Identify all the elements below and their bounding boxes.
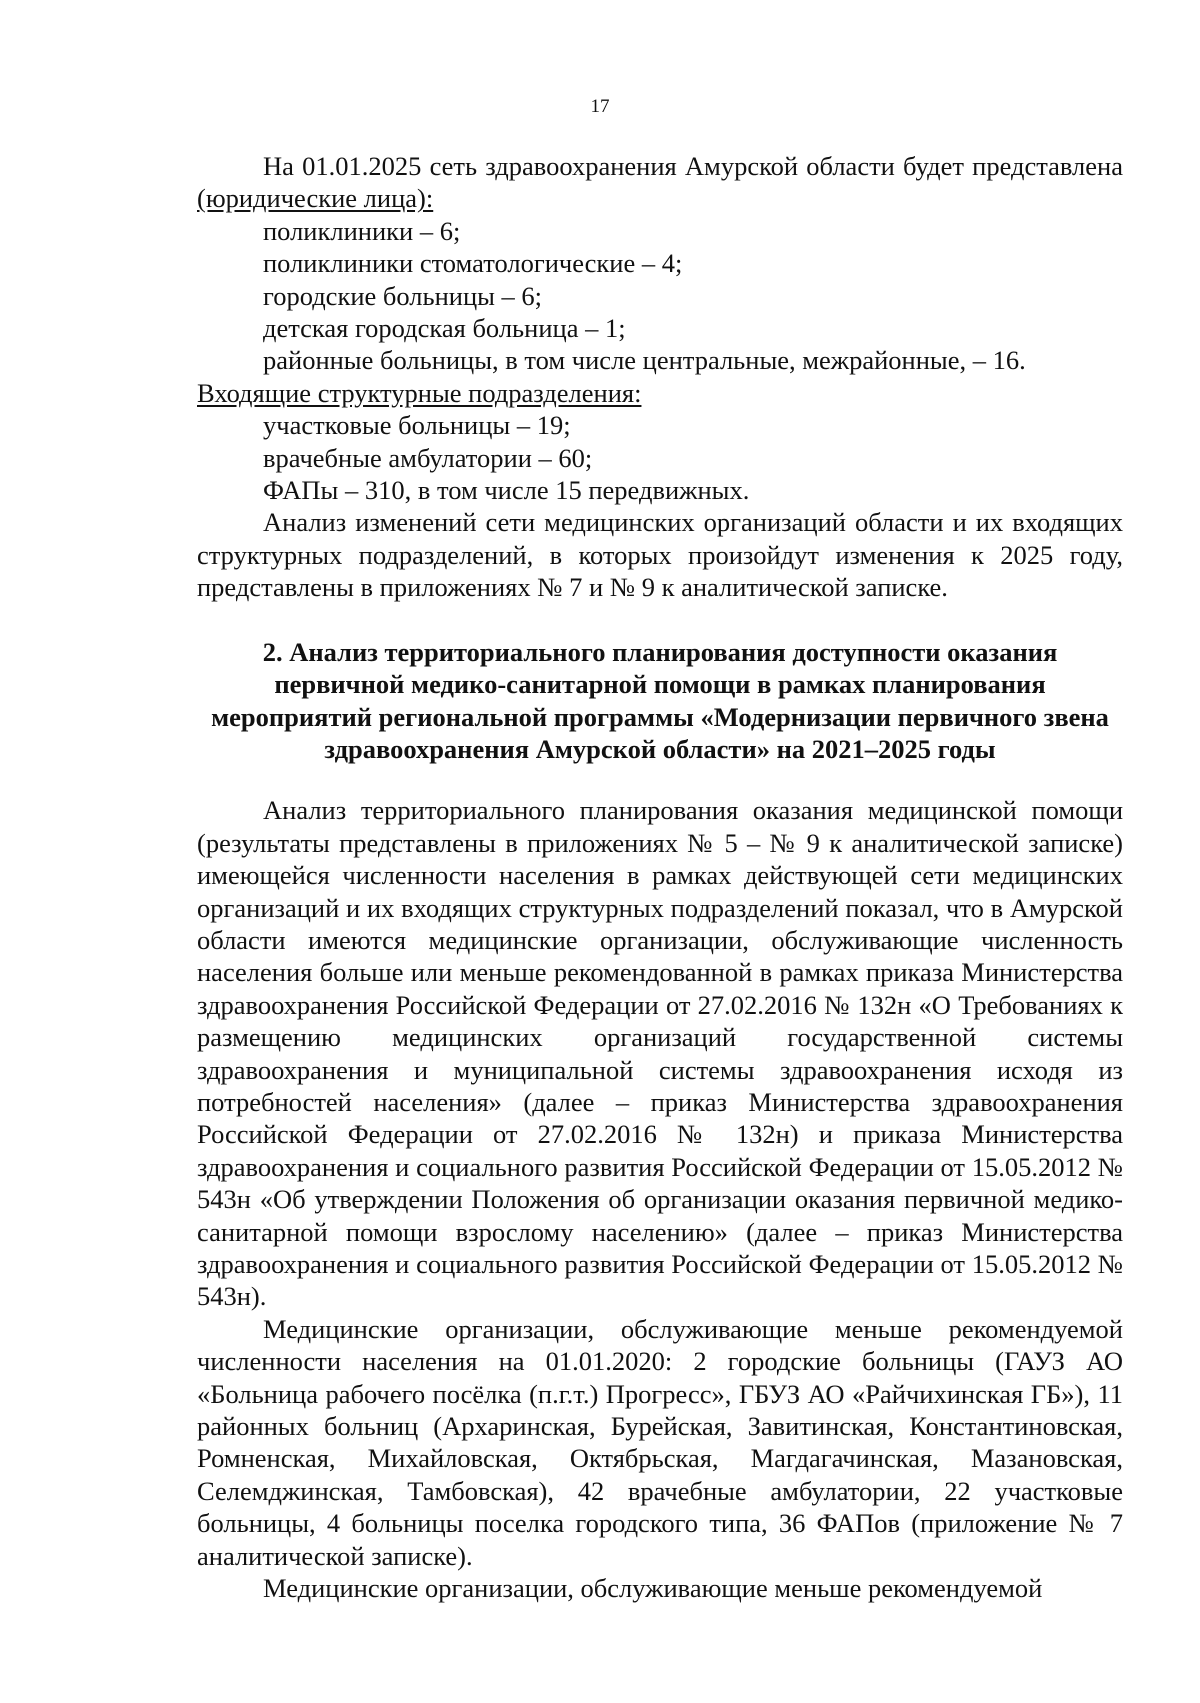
- structural-units-list: [197, 409, 1123, 506]
- document-body: [197, 150, 1123, 1604]
- list-item: врачебные амбулатории – 60;: [263, 442, 593, 473]
- section-heading: [197, 636, 1123, 766]
- intro-paragraph: [197, 150, 1123, 215]
- section-heading-line: первичной медико-санитарной помощи в рамках планирования: [274, 669, 1046, 700]
- intro-text: На 01.01.2025 сеть здравоохранения Амурской области будет представлена: [263, 151, 1123, 181]
- body-paragraph: Медицинские организации, обслуживающие меньше рекомендуемой численности населения на 01.01.2020: 2 городские больницы (ГАУЗ АО «Больница рабочего посёлка (п.г.т.) Прогресс», ГБУЗ АО «Райчихинская ГБ»), 11 районных больниц (Архаринская, Бурейская, Завитинская, Константиновская, Ромненская, Михайловская, Октябрьская, Магдагачинская, Мазановская, Селемджинская, Тамбовская), 42 врачебные амбулатории, 22 участковые больницы, 4 больницы поселка городского типа, 36 ФАПов (приложение № 7 аналитической записке).: [197, 1313, 1123, 1571]
- list-item: детская городская больница – 1;: [263, 313, 626, 344]
- list-item: районные больницы, в том числе центральные, межрайонные, – 16.: [263, 345, 1026, 376]
- body-paragraph: Медицинские организации, обслуживающие меньше рекомендуемой: [263, 1573, 1043, 1604]
- structural-units-heading-text: Входящие структурные подразделения:: [197, 377, 642, 408]
- intro-underlined-text: (юридические лица):: [197, 183, 434, 214]
- list-item: поликлиники стоматологические – 4;: [263, 248, 683, 279]
- section-heading-line: 2. Анализ территориального планирования доступности оказания: [262, 636, 1058, 667]
- list-item: поликлиники – 6;: [263, 215, 461, 246]
- section-heading-line: здравоохранения Амурской области» на 2021–2025 годы: [324, 733, 996, 764]
- analysis-paragraph: Анализ изменений сети медицинских организаций области и их входящих структурных подразделений, в которых произойдут изменения к 2025 году, представлены в приложениях № 7 и № 9 к аналитической записке.: [197, 507, 1123, 603]
- list-item: участковые больницы – 19;: [263, 410, 571, 441]
- list-item: городские больницы – 6;: [263, 280, 543, 311]
- section-heading-line: мероприятий региональной программы «Модернизации первичного звена: [211, 701, 1109, 732]
- body-paragraph: Анализ территориального планирования оказания медицинской помощи (результаты представлены в приложениях № 5 – № 9 к аналитической записке) имеющейся численности населения в рамках действующей сети медицинских организаций и их входящих структурных подразделений показал, что в Амурской области имеются медицинские организации, обслуживающие численность населения больше или меньше рекомендованной в рамках приказа Министерства здравоохранения Российской Федерации от 27.02.2016 № 132н «О Требованиях к размещению медицинских организаций государственной системы здравоохранения и муниципальной системы здравоохранения исходя из потребностей населения» (далее – приказ Министерства здравоохранения Российской Федерации от 27.02.2016 № 132н) и приказа Министерства здравоохранения и социального развития Российской Федерации от 15.05.2012 № 543н «Об утверждении Положения об организации оказания первичной медико-санитарной помощи взрослому населению» (далее – приказ Министерства здравоохранения и социального развития Российской Федерации от 15.05.2012 № 543н).: [197, 795, 1123, 1312]
- structural-units-heading: [197, 377, 1123, 409]
- page-number: 17: [590, 96, 610, 117]
- list-item: ФАПы – 310, в том числе 15 передвижных.: [263, 475, 750, 506]
- facilities-list: [197, 215, 1123, 377]
